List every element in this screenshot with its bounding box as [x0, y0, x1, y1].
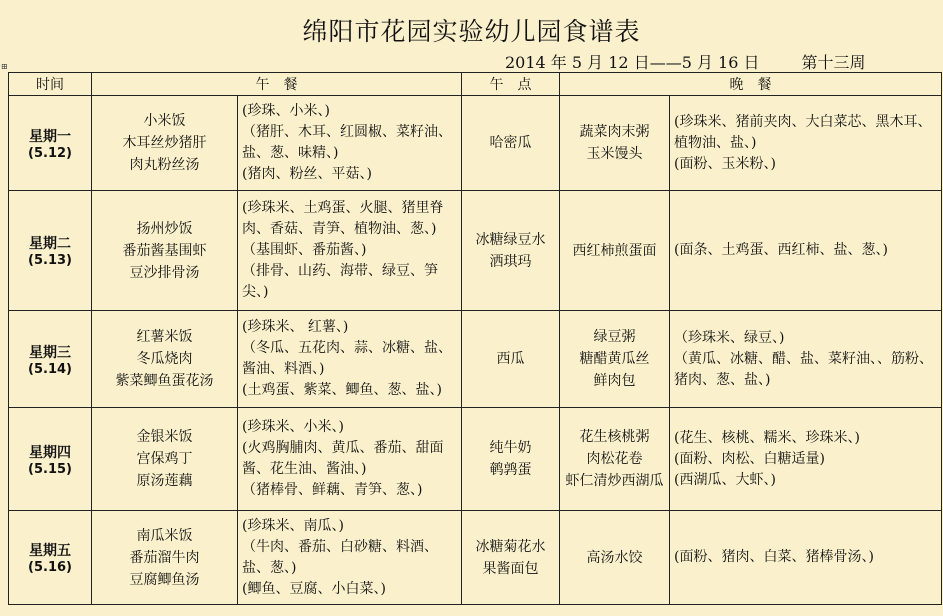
- dinner-dish: 玉米馒头: [586, 146, 643, 162]
- dinner-ingredients: (面粉、猪肉、白菜、猪棒骨汤、): [674, 549, 874, 565]
- lunch-dishes-cell: [92, 96, 238, 191]
- header-lunch: 午 餐: [92, 73, 462, 96]
- dinner-dish: 花生核桃粥: [579, 429, 650, 445]
- lunch-dish: 豆沙排骨汤: [129, 264, 200, 281]
- snack-item: 哈密瓜: [489, 135, 532, 151]
- table-row: [9, 191, 942, 311]
- dinner-ingredients: (面条、土鸡蛋、西红柿、盐、葱、): [674, 242, 888, 258]
- table-row: [9, 511, 942, 605]
- lunch-ingredients-cell: [238, 96, 462, 191]
- lunch-dishes-cell: [92, 311, 238, 408]
- lunch-dish: 木耳丝炒猪肝: [122, 135, 207, 151]
- dinner-ingredients-cell: [670, 311, 942, 408]
- day-cell: [9, 96, 92, 191]
- snack-item: 果酱面包: [482, 560, 539, 577]
- dinner-ingredients-cell: [670, 191, 942, 311]
- day-date: (5.13): [28, 253, 72, 268]
- lunch-dish: 冬瓜烧肉: [136, 351, 193, 367]
- dinner-ingredients-cell: [670, 408, 942, 511]
- day-date: (5.12): [28, 145, 72, 161]
- dinner-dish: 肉松花卷: [586, 451, 643, 467]
- day-date: (5.15): [28, 461, 72, 477]
- lunch-dish: 小米饭: [143, 113, 186, 129]
- dinner-ingredients: （黄瓜、冰糖、醋、盐、菜籽油、、筋粉、猪肉、葱、盐、): [674, 350, 933, 388]
- lunch-ingredients-cell: [238, 191, 462, 311]
- lunch-ingredients: (鲫鱼、豆腐、小白菜、): [242, 580, 386, 597]
- dinner-dishes-cell: [560, 511, 670, 605]
- snack-item: 冰糖绿豆水: [475, 231, 546, 248]
- dinner-dishes-cell: [560, 408, 670, 511]
- day-date: (5.16): [28, 560, 72, 575]
- lunch-ingredients: (珍珠、小米、): [242, 103, 330, 119]
- date-range: 2014 年 5 月 12 日——5 月 16 日: [505, 53, 760, 72]
- lunch-dishes-cell: [92, 191, 238, 311]
- lunch-dish: 原汤莲藕: [136, 473, 193, 489]
- dinner-dishes-cell: [560, 96, 670, 191]
- snack-cell: [462, 408, 560, 511]
- dinner-ingredients: (面粉、肉松、白糖适量): [674, 450, 825, 467]
- snack-cell: [462, 191, 560, 311]
- table-move-handle-icon[interactable]: ⊞: [1, 62, 8, 71]
- dinner-ingredients: （珍珠米、绿豆、): [674, 329, 785, 346]
- week-number: 第十三周: [801, 53, 866, 72]
- table-row: [9, 408, 942, 511]
- snack-item: 西瓜: [496, 351, 525, 367]
- lunch-ingredients: (猪肉、粉丝、平菇、): [242, 166, 372, 182]
- day-name: 星期四: [29, 444, 71, 461]
- dinner-dish: 糖醋黄瓜丝: [579, 351, 650, 367]
- lunch-dishes-cell: [92, 511, 238, 605]
- lunch-ingredients: (珍珠米、土鸡蛋、火腿、猪里脊肉、香菇、青笋、植物油、葱、): [242, 200, 444, 237]
- lunch-dish: 扬州炒饭: [136, 220, 193, 237]
- dinner-dish: 高汤水饺: [586, 549, 643, 566]
- dinner-dishes-cell: [560, 191, 670, 311]
- menu-table: [8, 72, 942, 605]
- snack-cell: [462, 96, 560, 191]
- dinner-dish: 鲜肉包: [593, 373, 636, 389]
- menu-title: 绵阳市花园实验幼儿园食谱表: [302, 17, 641, 46]
- dinner-dish: 绿豆粥: [593, 329, 636, 345]
- snack-cell: [462, 311, 560, 408]
- dinner-dish: 虾仁清炒西湖瓜: [565, 473, 664, 489]
- day-name: 星期二: [29, 236, 71, 252]
- lunch-ingredients-cell: [238, 408, 462, 511]
- snack-item: 纯牛奶: [489, 440, 532, 456]
- dinner-dishes-cell: [560, 311, 670, 408]
- day-cell: [9, 191, 92, 311]
- day-name: 星期五: [29, 543, 71, 559]
- dinner-ingredients: (花生、核桃、糯米、珍珠米、): [674, 429, 860, 446]
- lunch-ingredients: (珍珠米、小米、): [242, 419, 344, 435]
- date-line: [505, 50, 866, 73]
- header-dinner: 晚 餐: [560, 73, 942, 96]
- dinner-dish: 西红柿煎蛋面: [572, 242, 657, 259]
- lunch-dish: 南瓜米饭: [136, 527, 193, 544]
- snack-item: 洒琪玛: [489, 253, 532, 270]
- lunch-dish: 番茄溜牛肉: [129, 549, 200, 566]
- day-cell: [9, 311, 92, 408]
- lunch-ingredients-cell: [238, 311, 462, 408]
- lunch-ingredients: (珍珠米、 红薯、): [242, 319, 349, 335]
- header-row: [9, 73, 942, 96]
- snack-item: 冰糖菊花水: [475, 538, 546, 555]
- day-cell: [9, 408, 92, 511]
- dinner-ingredients: (西湖瓜、大虾、): [674, 471, 776, 488]
- lunch-ingredients: （冬瓜、五花肉、蒜、冰糖、盐、酱油、料酒、): [242, 340, 452, 377]
- day-name: 星期三: [29, 344, 71, 361]
- dinner-ingredients: (珍珠米、猪前夹肉、大白菜芯、黑木耳、植物油、盐、): [674, 113, 932, 151]
- table-row: [9, 311, 942, 408]
- lunch-ingredients: （基围虾、番茄酱、): [242, 242, 367, 258]
- lunch-ingredients: (火鸡胸脯肉、黄瓜、番茄、甜面酱、花生油、酱油、): [242, 440, 444, 477]
- header-time: 时间: [9, 73, 92, 96]
- day-name: 星期一: [29, 128, 71, 145]
- lunch-ingredients: （排骨、山药、海带、绿豆、笋尖、): [242, 263, 438, 300]
- lunch-ingredients: (珍珠米、南瓜、): [242, 517, 344, 534]
- lunch-dish: 红薯米饭: [136, 329, 193, 345]
- snack-cell: [462, 511, 560, 605]
- dinner-ingredients: (面粉、玉米粉、): [674, 155, 776, 172]
- lunch-dish: 宫保鸡丁: [136, 451, 193, 467]
- lunch-ingredients: （猪肝、木耳、红圆椒、菜籽油、盐、葱、味精、): [242, 124, 452, 161]
- lunch-ingredients: （猪棒骨、鲜藕、青笋、葱、): [242, 482, 423, 498]
- snack-item: 鹌鹑蛋: [489, 462, 532, 478]
- dinner-dish: 蔬菜肉末粥: [579, 124, 650, 140]
- dinner-ingredients-cell: [670, 511, 942, 605]
- dinner-ingredients-cell: [670, 96, 942, 191]
- lunch-ingredients: （牛肉、番茄、白砂糖、料酒、盐、葱、): [242, 538, 438, 576]
- header-snack: 午 点: [462, 73, 560, 96]
- lunch-dish: 金银米饭: [136, 429, 193, 445]
- lunch-dish: 紫菜鲫鱼蛋花汤: [115, 373, 214, 389]
- day-cell: [9, 511, 92, 605]
- lunch-dish: 番茄酱基围虾: [122, 242, 207, 259]
- lunch-dishes-cell: [92, 408, 238, 511]
- lunch-ingredients: (土鸡蛋、紫菜、鲫鱼、葱、盐、): [242, 382, 442, 398]
- lunch-dish: 豆腐鲫鱼汤: [129, 571, 200, 588]
- day-date: (5.14): [28, 361, 72, 377]
- lunch-ingredients-cell: [238, 511, 462, 605]
- table-row: [9, 96, 942, 191]
- lunch-dish: 肉丸粉丝汤: [129, 157, 200, 173]
